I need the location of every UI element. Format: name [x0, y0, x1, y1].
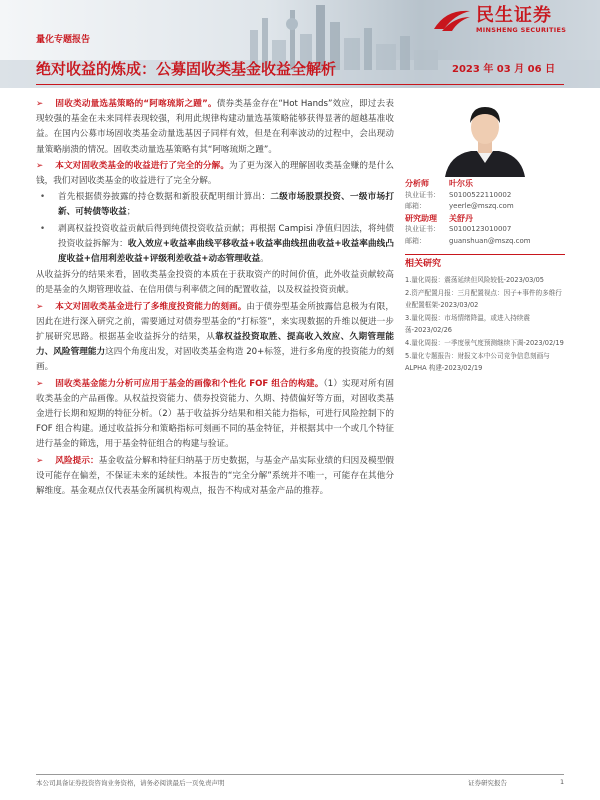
paragraph-risk — [36, 454, 394, 500]
cert-number: S0100522110002 — [449, 190, 512, 199]
assistant-card — [405, 213, 565, 248]
paragraph-capability — [36, 300, 394, 376]
analyst-role: 研究助理 — [405, 213, 437, 223]
paragraph-lead: 固收类动量选基策略的“阿喀琉斯之踵”。 — [55, 99, 217, 109]
paragraph-text: 为了更为深入的理解固收类基金赚的是什么钱，我们对固收类基金的收益进行了完全分解。 — [36, 160, 394, 187]
sub-bullet-bold: 二级市场股票投资、一级市场打新、可转债等收益 — [58, 192, 394, 218]
header-banner — [0, 0, 600, 88]
bullet-dot-icon: • — [40, 223, 46, 234]
paragraph-bold: 靠权益投资取胜、提高收入效应、久期管理能力、风险管理能力 — [36, 332, 394, 358]
related-research-item[interactable]: 3.量化周报：市场情绪降温，或进入持续震荡-2023/02/26 — [405, 314, 530, 335]
bullet-dot-icon: • — [40, 192, 46, 203]
sub-bullet-bold: 收入效应+收益率曲线平移收益+收益率曲线扭曲收益+收益率曲线凸度收益+信用利差收益+评级利差收益+动态管理收益 — [58, 238, 394, 265]
related-research-item[interactable]: 5.量化专题报告：财报文本中公司竞争信息刻画与 ALPHA 构建-2023/02/19 — [405, 352, 550, 373]
paragraph-lead: 风险提示： — [55, 455, 99, 466]
page-number: 1 — [560, 778, 565, 786]
report-type: 量化专题报告 — [36, 35, 91, 45]
related-research-item[interactable]: 4.量化周报：一季度景气度预测继续下调-2023/02/19 — [405, 339, 564, 348]
related-research-list — [405, 274, 565, 374]
analyst-email[interactable]: guanshuan@mszq.com — [449, 236, 531, 245]
paragraph-decomposition — [36, 159, 394, 189]
minsheng-logo — [432, 6, 566, 34]
related-research-item[interactable]: 1.量化周报：震荡延续但风险较低-2023/03/05 — [405, 276, 544, 285]
footer-doc-type: 证券研究报告 — [468, 779, 507, 787]
sub-bullet-equity — [36, 190, 394, 220]
email-label: 邮箱： — [405, 202, 426, 211]
footer-divider — [36, 774, 564, 775]
paragraph-text: （1）实现对所有固收类基金的产品画像。从权益投资能力、债券投资能力、久期、持债偏好等方面，对固收类基金进行长期和短期的特征分析。（2）基于收益拆分结果和相关能力指标，可进行风险控制下的 FOF 组合构建。通过收益拆分和策略指标可刻画不同的基金特征，并根据其中一个或几个特征进行基金的筛选，用于基金特征组合的构建与验证。 — [36, 378, 394, 450]
analyst-name: 关舒丹 — [449, 213, 473, 223]
cert-label: 执业证书： — [405, 190, 440, 199]
sidebar-divider — [405, 254, 565, 255]
paragraph-text: 由于债券型基金所披露信息极为有限，因此在进行深入研究之前，需要通过对债券型基金的“打标签”，来实现数据的升维以便进一步扩展研究思路。根据基金收益拆分的结果，从 — [36, 301, 394, 343]
page-title: 绝对收益的炼成：公募固收类基金收益全解析 — [36, 60, 337, 78]
cert-label: 执业证书： — [405, 225, 440, 234]
paragraph-lead: 本文对固收类基金进行了多维度投资能力的刻画。 — [55, 301, 247, 312]
report-body — [36, 97, 394, 500]
paragraph-text: 从收益拆分的结果来看，固收类基金投资的本质在于获取资产的时间价值，此外收益贡献较高的是基金的久期管理收益、在信用债与利率债之间的配置收益，以及权益投资贡献。 — [36, 270, 394, 296]
analyst-email[interactable]: yeerle@mszq.com — [449, 202, 514, 211]
logo-english-text: MINSHENG SECURITIES — [476, 26, 567, 34]
bullet-arrow-icon: ➢ — [36, 378, 44, 389]
minsheng-logo-icon — [432, 7, 472, 33]
related-research-item[interactable]: 2.资产配置月报：三月配置视点：因子+事件的多维行业配置框架-2023/03/02 — [405, 289, 562, 310]
related-research-title: 相关研究 — [405, 258, 442, 269]
analyst-photo — [405, 97, 565, 177]
analyst-sidebar — [405, 178, 565, 375]
paragraph-hot-hands — [36, 97, 394, 158]
paragraph-text-end: 这四个角度出发，对固收类基金构造 20+标签，进行多角度的投资能力的刻画。 — [36, 347, 394, 373]
analyst-name: 叶尔乐 — [449, 179, 473, 188]
title-divider — [36, 84, 564, 85]
bullet-arrow-icon: ➢ — [36, 99, 44, 109]
paragraph-lead: 本文对固收类基金的收益进行了完全的分解。 — [55, 160, 230, 171]
sub-bullet-text: 首先根据债券披露的持仓数据和新股获配明细计算出： — [58, 192, 271, 203]
footer-disclaimer: 本公司具备证券投资咨询业务资格，请务必阅读最后一页免责声明 — [36, 779, 225, 787]
logo-chinese-text: 民生证券 — [476, 5, 552, 26]
paragraph-text: 债券类基金存在“Hot Hands”效应，即过去表现较强的基金在未来同样表现较强，利用此规律构建动量选基策略能够获得显著的超越基准收益。在国内公募市场固收类基金动量选基因子同样有效，但是在利率波动的过程中，会出现动量策略崩溃的情况。固收类动量选基策略有其“阿喀琉斯之踵”。 — [36, 99, 395, 155]
sub-bullet-campisi — [36, 222, 394, 268]
paragraph-lead: 固收类基金能力分析可应用于基金的画像和个性化 FOF 组合的构建。 — [55, 378, 324, 389]
analyst-role: 分析师 — [405, 179, 429, 188]
paragraph-text: 基金收益分解和特征归纳基于历史数据，与基金产品实际业绩的归因及模型假设可能存在偏差，不保证未来的延续性。本报告的“完全分解”系统并不唯一，可能存在其他分解维度。基金观点仅代表基金所属机构观点，报告不构成对基金产品的推荐。 — [36, 455, 394, 497]
report-date: 2023 年 03 月 06 日 — [452, 64, 556, 75]
sub-bullet-end: ； — [126, 207, 136, 218]
bullet-arrow-icon: ➢ — [36, 455, 44, 466]
sub-bullet-text: 剥离权益投资收益贡献后得到纯债投资收益贡献；再根据 Campisi 净值归因法，将纯债投资收益拆解为： — [58, 223, 394, 249]
paragraph-results — [36, 268, 394, 298]
paragraph-fof — [36, 377, 394, 453]
analyst-card — [405, 178, 565, 213]
sub-bullet-end: 。 — [260, 254, 269, 265]
cert-number: S0100123010007 — [449, 225, 512, 234]
email-label: 邮箱： — [405, 236, 426, 245]
bullet-arrow-icon: ➢ — [36, 301, 44, 312]
bullet-arrow-icon: ➢ — [36, 160, 44, 171]
